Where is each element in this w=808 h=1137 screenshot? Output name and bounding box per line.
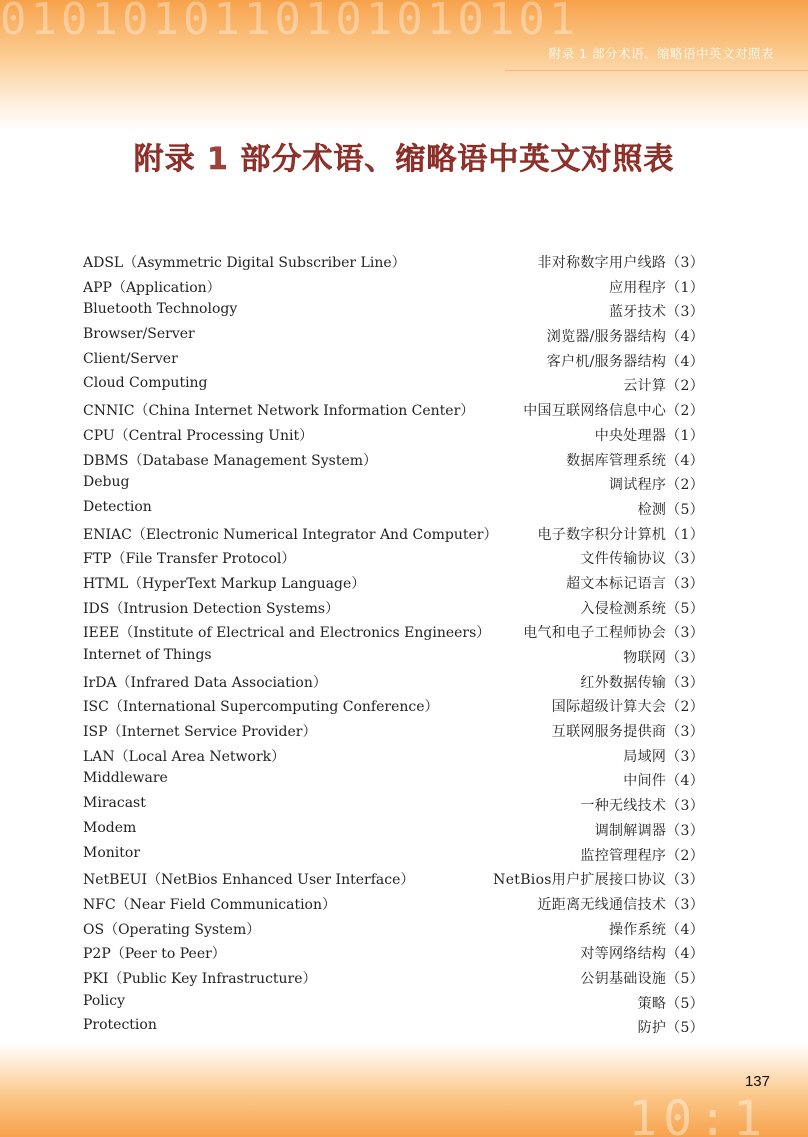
english-term: Client/Server [83, 350, 178, 367]
glossary-row [83, 275, 704, 300]
glossary-row [83, 571, 704, 596]
header-rule [505, 70, 808, 71]
glossary-row [83, 398, 704, 423]
chinese-term: 对等网络结构（4） [580, 946, 704, 963]
glossary-row [83, 719, 704, 744]
chinese-term: 国际超级计算大会（2） [551, 699, 704, 716]
footer-binary-decoration: 10:1 [628, 1091, 768, 1137]
glossary-row [83, 349, 704, 374]
glossary-row [83, 299, 704, 324]
glossary-row [83, 1015, 704, 1040]
chinese-term: 公钥基础设施（5） [580, 970, 704, 987]
glossary-row [83, 892, 704, 917]
chinese-term: 局域网（3） [623, 748, 704, 765]
header-binary-decoration: 0101010110101010101 [0, 0, 580, 45]
glossary-row [83, 941, 704, 966]
english-term: HTML（HyperText Markup Language） [83, 575, 366, 592]
chinese-term: 文件传输协议（3） [580, 551, 704, 568]
english-term: NetBEUI（NetBios Enhanced User Interface） [83, 872, 415, 889]
english-term: P2P（Peer to Peer） [83, 946, 226, 963]
glossary-row [83, 546, 704, 571]
header-band [0, 0, 808, 130]
footer-band [0, 1042, 808, 1137]
english-term: Middleware [83, 770, 168, 787]
glossary-row [83, 867, 704, 892]
english-term: Internet of Things [83, 647, 212, 663]
chinese-term: 非对称数字用户线路（3） [537, 255, 704, 271]
chinese-term: 一种无线技术（3） [580, 798, 704, 815]
chinese-term: 操作系统（4） [608, 921, 704, 938]
chinese-term: 客户机/服务器结构（4） [546, 353, 704, 370]
glossary-row [83, 596, 704, 621]
chinese-term: 互联网服务提供商（3） [551, 724, 704, 741]
page-number: 137 [744, 1073, 770, 1090]
glossary-list [83, 250, 704, 1040]
glossary-row [83, 497, 704, 522]
glossary-row [83, 373, 704, 398]
english-term: CNNIC（China Internet Network Information Center） [83, 403, 475, 420]
english-term: ENIAC（Electronic Numerical Integrator And Computer） [83, 526, 498, 543]
glossary-row [83, 522, 704, 547]
english-term: Policy [83, 992, 125, 1009]
english-term: Detection [83, 498, 152, 515]
chinese-term: 红外数据传输（3） [580, 674, 704, 691]
glossary-row [83, 472, 704, 497]
chinese-term: 蓝牙技术（3） [608, 304, 704, 321]
chinese-term: 策略（5） [637, 995, 704, 1012]
english-term: FTP（File Transfer Protocol） [83, 551, 296, 568]
english-term: ADSL（Asymmetric Digital Subscriber Line） [83, 255, 406, 271]
glossary-row [83, 645, 704, 670]
chinese-term: 入侵检测系统（5） [580, 600, 704, 617]
english-term: Protection [83, 1017, 157, 1034]
glossary-row [83, 620, 704, 645]
chinese-term: 中国互联网络信息中心（2） [523, 403, 704, 420]
english-term: OS（Operating System） [83, 921, 261, 938]
chinese-term: 调制解调器（3） [594, 822, 704, 839]
glossary-row [83, 917, 704, 942]
page-title: 附录 1 部分术语、缩略语中英文对照表 [133, 142, 675, 177]
english-term: IrDA（Infrared Data Association） [83, 674, 327, 691]
english-term: IDS（Intrusion Detection Systems） [83, 600, 340, 617]
english-term: DBMS（Database Management System） [83, 452, 378, 469]
glossary-row [83, 694, 704, 719]
english-term: Modem [83, 819, 137, 836]
english-term: Monitor [83, 844, 141, 861]
english-term: CPU（Central Processing Unit） [83, 427, 314, 444]
english-term: Miracast [83, 795, 146, 812]
chinese-term: 数据库管理系统（4） [566, 452, 704, 469]
english-term: Cloud Computing [83, 375, 208, 392]
chinese-term: 电气和电子工程师协会（3） [523, 625, 704, 642]
english-term: NFC（Near Field Communication） [83, 896, 337, 913]
glossary-row [83, 423, 704, 448]
chinese-term: 调试程序（2） [608, 477, 704, 494]
glossary-row [83, 670, 704, 695]
glossary-row [83, 818, 704, 843]
chinese-term: 浏览器/服务器结构（4） [546, 329, 704, 346]
chinese-term: 防护（5） [637, 1020, 704, 1037]
glossary-row [83, 324, 704, 349]
glossary-row [83, 843, 704, 868]
chinese-term: 检测（5） [637, 501, 704, 518]
running-head: 附录 1 部分术语、缩略语中英文对照表 [548, 46, 774, 61]
glossary-row [83, 966, 704, 991]
glossary-row [83, 991, 704, 1016]
chinese-term: 物联网（3） [623, 650, 704, 666]
english-term: ISC（International Supercomputing Conference） [83, 699, 439, 716]
chinese-term: 电子数字积分计算机（1） [537, 526, 704, 543]
glossary-row [83, 448, 704, 473]
chinese-term: 超文本标记语言（3） [566, 575, 704, 592]
chinese-term: 监控管理程序（2） [580, 847, 704, 864]
chinese-term: 中间件（4） [623, 773, 704, 790]
chinese-term: NetBios用户扩展接口协议（3） [493, 872, 704, 889]
english-term: APP（Application） [83, 279, 221, 296]
glossary-row [83, 250, 704, 275]
english-term: PKI（Public Key Infrastructure） [83, 970, 317, 987]
glossary-row [83, 768, 704, 793]
english-term: ISP（Internet Service Provider） [83, 724, 317, 741]
english-term: IEEE（Institute of Electrical and Electronics Engineers） [83, 625, 491, 642]
glossary-row [83, 793, 704, 818]
english-term: Debug [83, 474, 130, 491]
chinese-term: 云计算（2） [623, 378, 704, 395]
chinese-term: 应用程序（1） [608, 279, 704, 296]
chinese-term: 近距离无线通信技术（3） [537, 896, 704, 913]
english-term: LAN（Local Area Network） [83, 748, 286, 765]
english-term: Browser/Server [83, 326, 195, 343]
chinese-term: 中央处理器（1） [594, 427, 704, 444]
english-term: Bluetooth Technology [83, 301, 238, 318]
glossary-row [83, 744, 704, 769]
